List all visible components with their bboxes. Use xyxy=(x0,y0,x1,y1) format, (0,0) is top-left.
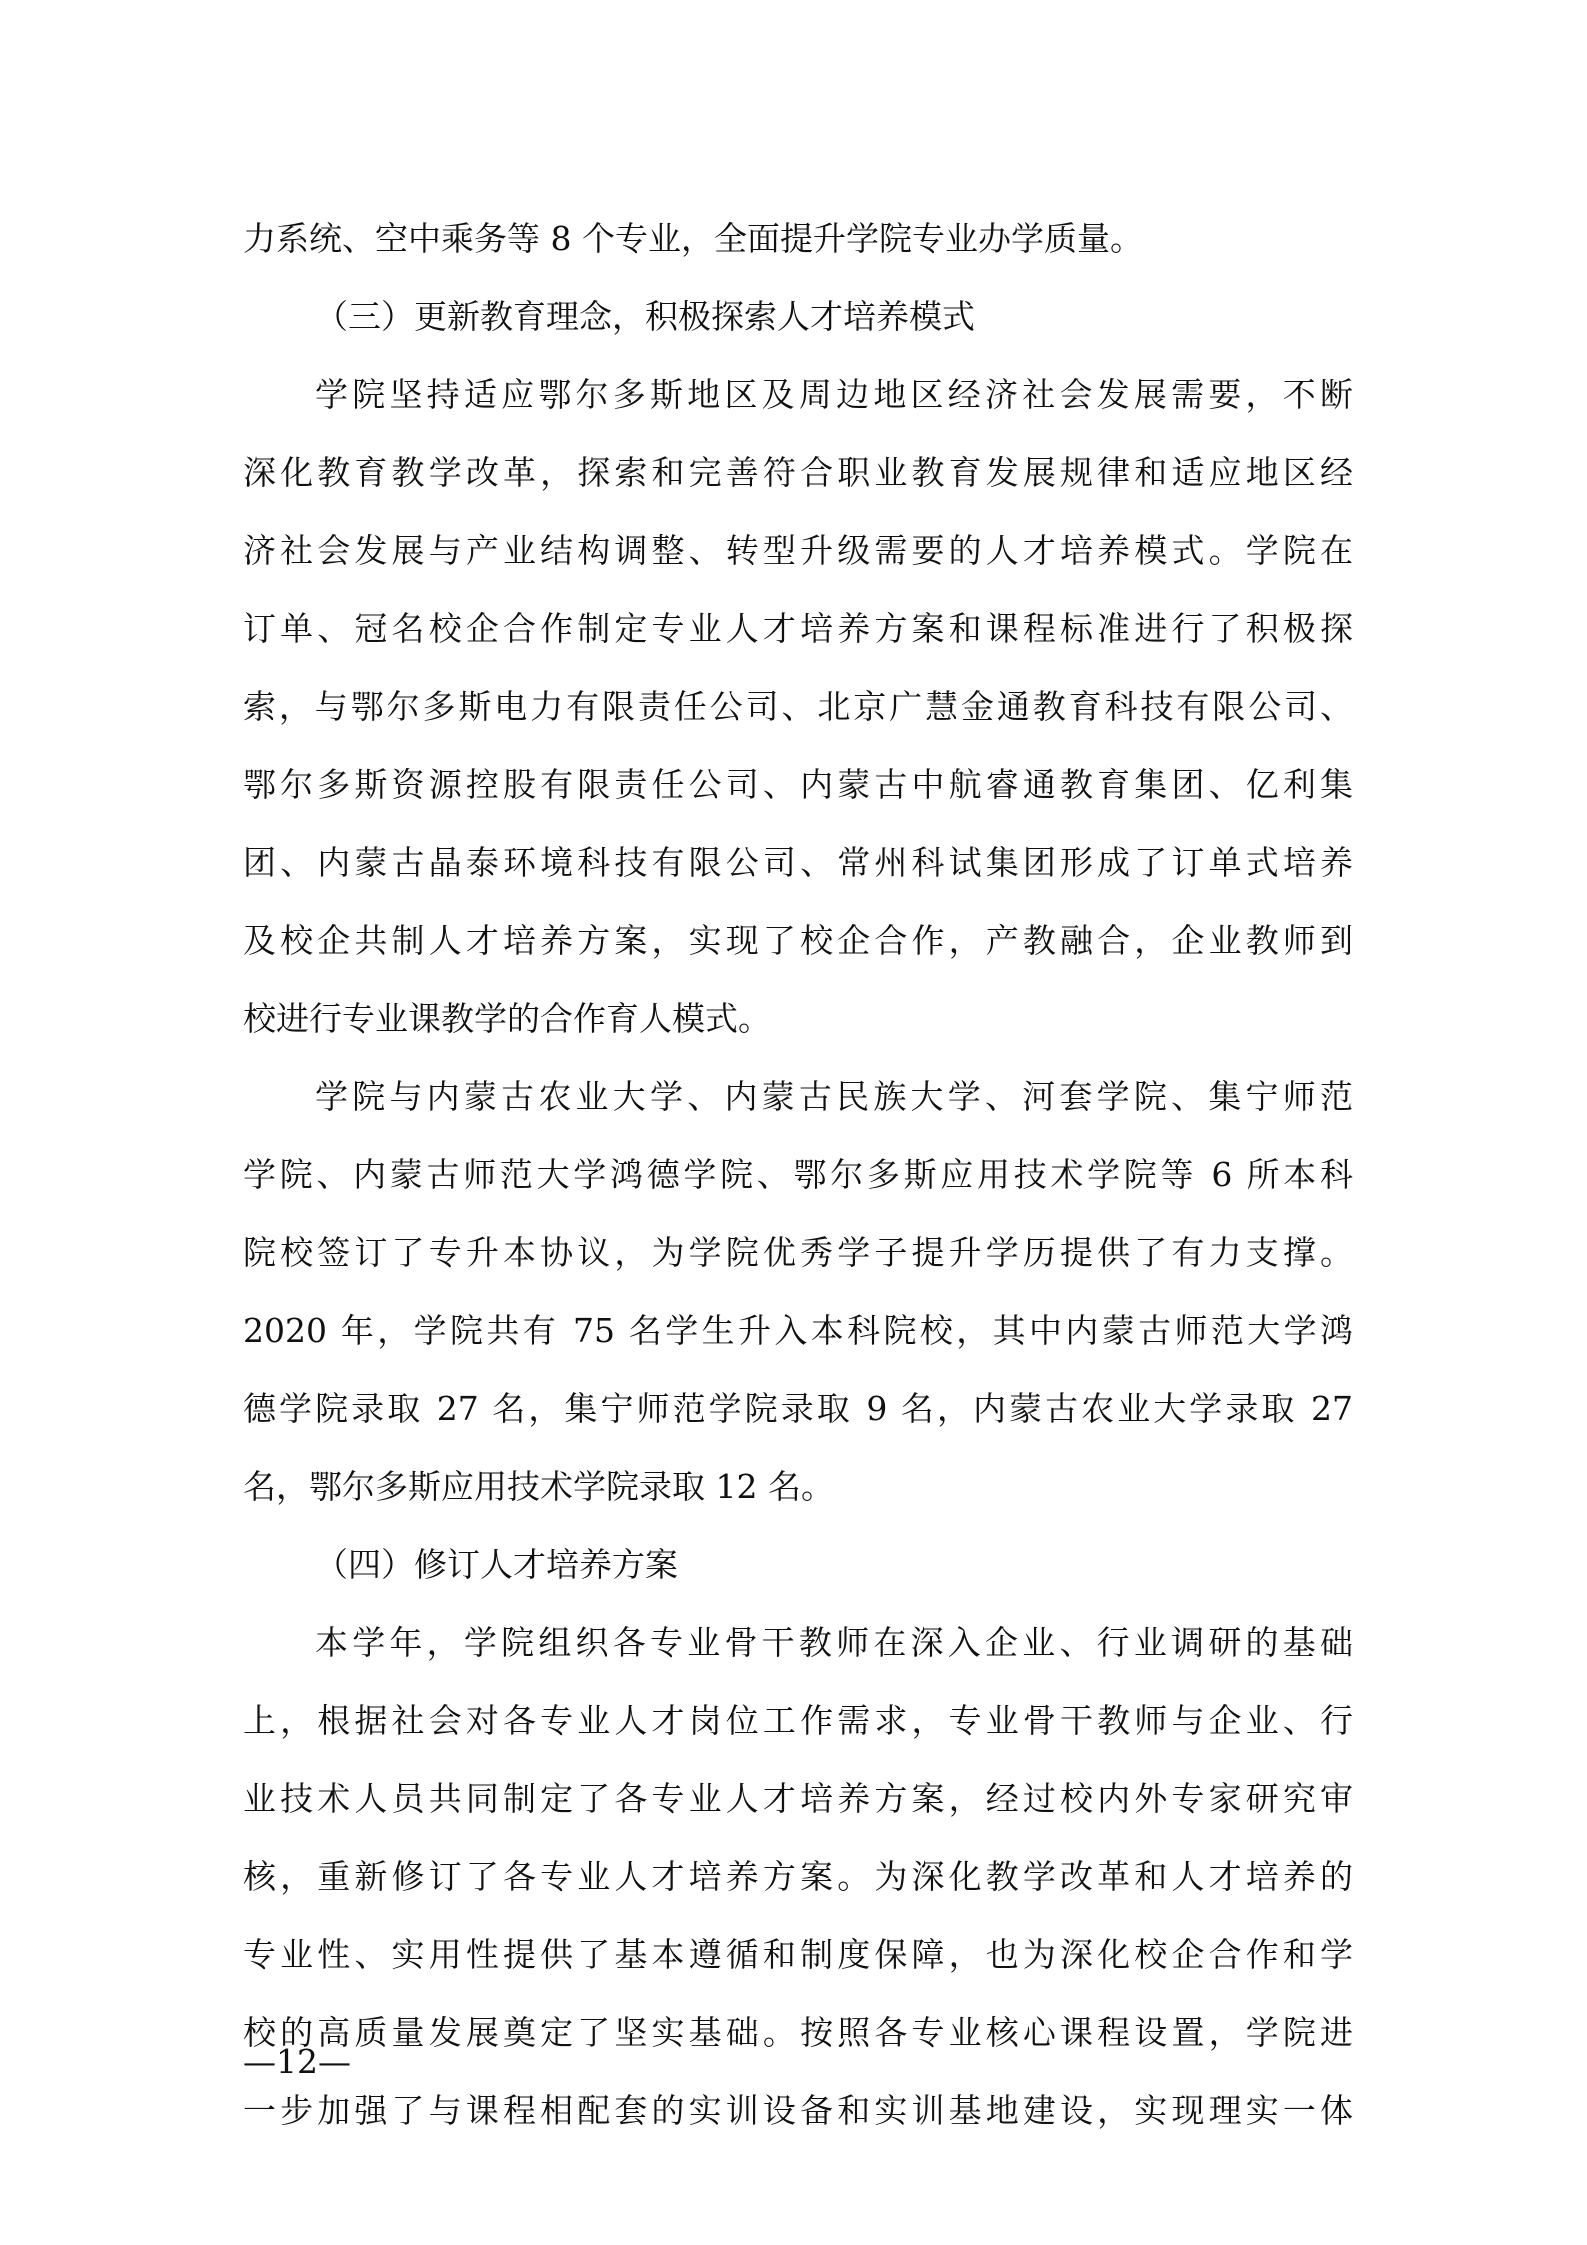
text-line-25: 一步加强了与课程相配套的实训设备和实训基地建设，实现理实一体 xyxy=(243,2091,1353,2130)
text-line-16: 德学院录取 27 名，集宁师范学院录取 9 名，内蒙古农业大学录取 27 xyxy=(243,1389,1353,1428)
text-line-19: 本学年，学院组织各专业骨干教师在深入企业、行业调研的基础 xyxy=(315,1623,1353,1662)
page-number: —12— xyxy=(243,2042,351,2081)
text-line-7: 索，与鄂尔多斯电力有限责任公司、北京广慧金通教育科技有限公司、 xyxy=(243,687,1353,726)
text-line-9: 团、内蒙古晶泰环境科技有限公司、常州科试集团形成了订单式培养 xyxy=(243,843,1353,882)
text-line-8: 鄂尔多斯资源控股有限责任公司、内蒙古中航睿通教育集团、亿利集 xyxy=(243,765,1353,804)
text-line-5: 济社会发展与产业结构调整、转型升级需要的人才培养模式。学院在 xyxy=(243,531,1353,570)
section-heading-3: （三）更新教育理念，积极探索人才培养模式 xyxy=(315,297,975,336)
text-line-17: 名，鄂尔多斯应用技术学院录取 12 名。 xyxy=(243,1467,834,1506)
text-line-6: 订单、冠名校企合作制定专业人才培养方案和课程标准进行了积极探 xyxy=(243,609,1353,648)
text-line-3: 学院坚持适应鄂尔多斯地区及周边地区经济社会发展需要，不断 xyxy=(315,375,1353,414)
text-line-14: 院校签订了专升本协议，为学院优秀学子提升学历提供了有力支撑。 xyxy=(243,1233,1353,1272)
text-line-12: 学院与内蒙古农业大学、内蒙古民族大学、河套学院、集宁师范 xyxy=(315,1077,1353,1116)
text-line-1: 力系统、空中乘务等 8 个专业，全面提升学院专业办学质量。 xyxy=(243,219,1143,258)
text-line-23: 专业性、实用性提供了基本遵循和制度保障，也为深化校企合作和学 xyxy=(243,1935,1353,1974)
text-line-24: 校的高质量发展奠定了坚实基础。按照各专业核心课程设置，学院进 xyxy=(243,2013,1353,2052)
text-line-20: 上，根据社会对各专业人才岗位工作需求，专业骨干教师与企业、行 xyxy=(243,1701,1353,1740)
text-line-22: 核，重新修订了各专业人才培养方案。为深化教学改革和人才培养的 xyxy=(243,1857,1353,1896)
text-line-10: 及校企共制人才培养方案，实现了校企合作，产教融合，企业教师到 xyxy=(243,921,1353,960)
body-text xyxy=(243,200,1353,2150)
text-line-15: 2020 年，学院共有 75 名学生升入本科院校，其中内蒙古师范大学鸿 xyxy=(243,1311,1353,1350)
text-line-21: 业技术人员共同制定了各专业人才培养方案，经过校内外专家研究审 xyxy=(243,1779,1353,1818)
section-heading-4: （四）修订人才培养方案 xyxy=(315,1545,678,1584)
text-line-4: 深化教育教学改革，探索和完善符合职业教育发展规律和适应地区经 xyxy=(243,453,1353,492)
text-line-13: 学院、内蒙古师范大学鸿德学院、鄂尔多斯应用技术学院等 6 所本科 xyxy=(243,1155,1353,1194)
text-line-11: 校进行专业课教学的合作育人模式。 xyxy=(243,999,771,1038)
